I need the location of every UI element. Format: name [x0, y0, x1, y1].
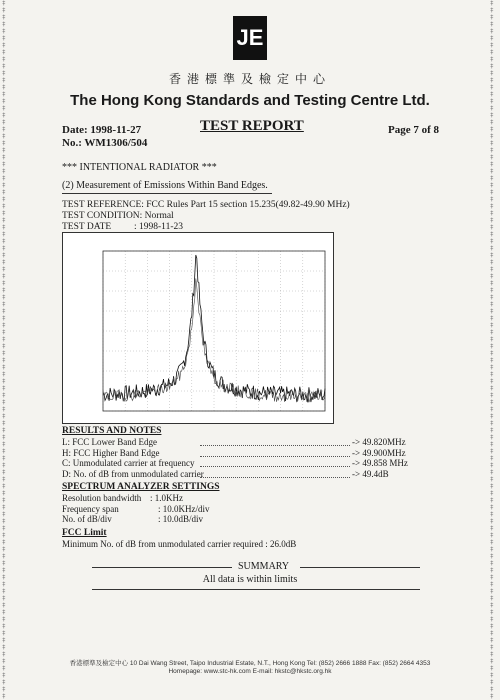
- footer-contact: Homepage: www.stc-hk.com E-mail: hkstc@hkstc.org.hk: [168, 668, 332, 675]
- result-value: -> 49.900MHz: [352, 447, 406, 458]
- summary-rule-right: [300, 567, 420, 568]
- fcc-limit-text: Minimum No. of dB from unmodulated carrier required : 26.0dB: [62, 539, 297, 549]
- test-reference: TEST REFERENCE: FCC Rules Part 15 section 15.235(49.82-49.90 MHz): [62, 200, 350, 210]
- result-leader: [200, 456, 350, 457]
- org-name-chinese: 香港標準及檢定中心: [168, 72, 331, 86]
- summary-bottom-rule: [92, 589, 420, 590]
- company-logo: JE: [233, 16, 267, 60]
- spectrum-plot-svg: [63, 233, 333, 423]
- spectrum-analyzer-plot: [62, 232, 334, 424]
- right-border-pattern: ‡ ‡ ‡ ‡ ‡ ‡ ‡ ‡ ‡ ‡ ‡ ‡ ‡ ‡ ‡ ‡ ‡ ‡ ‡ ‡ ‡ ‡ ‡ ‡ ‡ ‡ ‡ ‡ ‡ ‡ ‡ ‡ ‡ ‡ ‡ ‡ ‡ ‡ ‡ ‡ ‡ ‡ ‡ ‡ ‡ ‡ ‡ ‡ ‡ ‡ ‡ ‡ ‡ ‡ ‡ ‡ ‡ ‡ ‡ ‡ ‡ ‡ ‡ ‡ ‡ ‡ ‡ ‡ ‡ ‡ ‡ ‡ ‡ ‡ ‡ ‡ ‡ ‡ ‡ ‡ ‡ ‡ ‡ ‡ ‡ ‡ ‡ ‡ ‡ ‡ ‡ ‡ ‡ ‡ ‡ ‡ ‡ ‡ ‡ ‡: [490, 0, 494, 700]
- result-label: D: No. of dB from unmodulated carrier: [62, 468, 204, 479]
- result-value: -> 49.820MHz: [352, 437, 406, 447]
- test-condition: TEST CONDITION: Normal: [62, 211, 174, 221]
- summary-rule-left: [92, 567, 232, 568]
- result-label: H: FCC Higher Band Edge: [62, 447, 160, 458]
- result-label: L: FCC Lower Band Edge: [62, 437, 157, 447]
- section-heading: *** INTENTIONAL RADIATOR ***: [62, 162, 217, 173]
- footer-address: 香港標準及檢定中心 10 Dai Wang Street, Taipo Industrial Estate, N.T., Hong Kong Tel: (852) 2666 1888 Fax: (852) 2664 4353: [69, 660, 431, 667]
- page-number: Page 7 of 8: [388, 124, 440, 136]
- summary-text: All data is within limits: [202, 574, 298, 585]
- analyzer-setting-label: Resolution bandwidth: [62, 493, 142, 503]
- analyzer-setting-value: : 10.0KHz/div: [158, 503, 210, 514]
- analyzer-setting-label: Frequency span: [62, 503, 119, 514]
- report-title: TEST REPORT: [200, 118, 304, 134]
- analyzer-setting-value: : 10.0dB/div: [158, 514, 204, 524]
- analyzer-setting-label: No. of dB/div: [62, 514, 112, 524]
- left-border-pattern: ‡ ‡ ‡ ‡ ‡ ‡ ‡ ‡ ‡ ‡ ‡ ‡ ‡ ‡ ‡ ‡ ‡ ‡ ‡ ‡ ‡ ‡ ‡ ‡ ‡ ‡ ‡ ‡ ‡ ‡ ‡ ‡ ‡ ‡ ‡ ‡ ‡ ‡ ‡ ‡ ‡ ‡ ‡ ‡ ‡ ‡ ‡ ‡ ‡ ‡ ‡ ‡ ‡ ‡ ‡ ‡ ‡ ‡ ‡ ‡ ‡ ‡ ‡ ‡ ‡ ‡ ‡ ‡ ‡ ‡ ‡ ‡ ‡ ‡ ‡ ‡ ‡ ‡ ‡ ‡ ‡ ‡ ‡ ‡ ‡ ‡ ‡ ‡ ‡ ‡ ‡ ‡ ‡ ‡ ‡ ‡ ‡ ‡ ‡ ‡: [2, 0, 6, 700]
- test-date-label: TEST DATE: [62, 222, 112, 232]
- measurement-title-rule: [62, 193, 272, 194]
- result-value: -> 49.4dB: [352, 468, 389, 479]
- analyzer-heading: SPECTRUM ANALYZER SETTINGS: [62, 482, 220, 492]
- measurement-title: (2) Measurement of Emissions Within Band Edges.: [62, 180, 268, 191]
- analyzer-setting-value: : 1.0KHz: [150, 493, 183, 503]
- org-name-english: The Hong Kong Standards and Testing Centre Ltd.: [70, 92, 430, 109]
- report-number: No.: WM1306/504: [62, 137, 148, 149]
- fcc-limit-heading: FCC Limit: [62, 528, 107, 538]
- result-label: C: Unmodulated carrier at frequency: [62, 458, 195, 468]
- result-value: -> 49.858 MHz: [352, 458, 408, 468]
- result-leader: [200, 466, 350, 467]
- report-date: Date: 1998-11-27: [62, 124, 142, 136]
- test-date-value: : 1998-11-23: [134, 222, 183, 232]
- summary-label: SUMMARY: [238, 561, 290, 572]
- results-heading: RESULTS AND NOTES: [62, 426, 162, 436]
- result-leader: [200, 445, 350, 446]
- result-leader: [200, 477, 350, 478]
